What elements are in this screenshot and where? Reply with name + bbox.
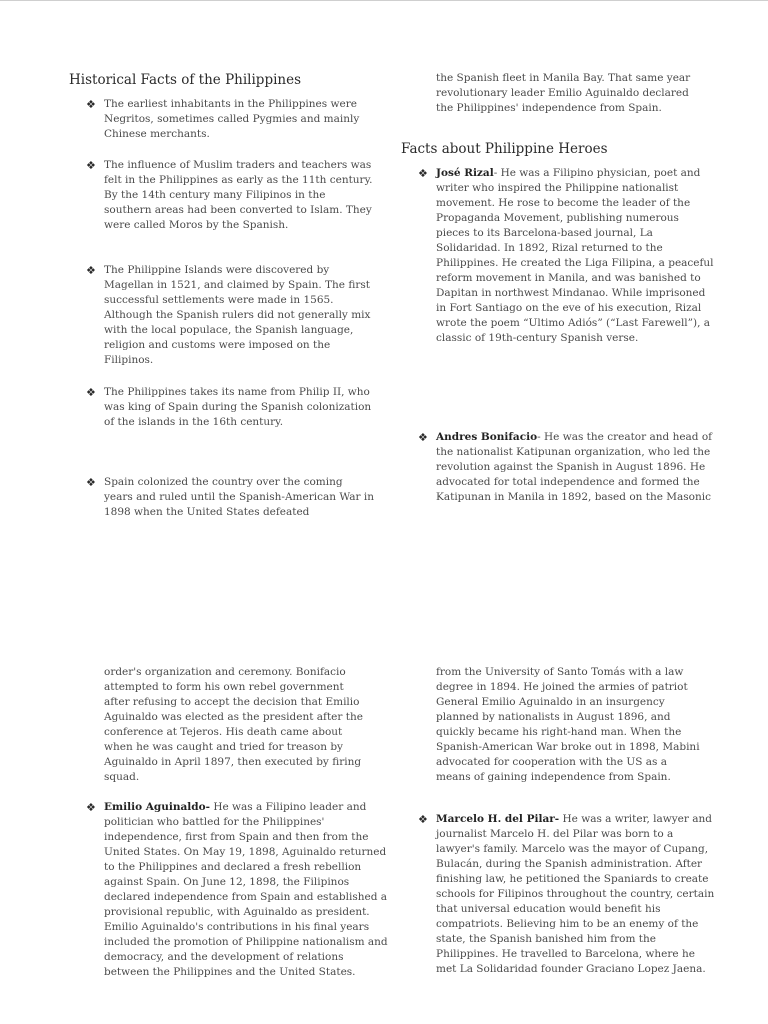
continued-paragraph: from the University of Santo Tomás with a law degree in 1894. He joined the armies of patriot General Emilio Aguinaldo in an insurgency planned by nationalists in August 1896, and quickly became his right-hand man. When the Spanish-American War broke out in 1898, Mabini advocated for cooperation with the US as a means of gaining independence from Spain. bbox=[436, 666, 700, 783]
outline-diamond-bullet-icon: ❖ bbox=[418, 167, 428, 180]
hero-paragraph bbox=[104, 800, 388, 980]
outline-diamond-bullet-icon: ❖ bbox=[86, 801, 96, 814]
filled-diamond-bullet-icon: ❖ bbox=[86, 98, 96, 111]
continued-paragraph: order's organization and ceremony. Bonifacio attempted to form his own rebel government after refusing to accept the decision that Emilio Aguinaldo was elected as the president after the conference at Tejeros. His death came about when he was caught and tried for treason by Aguinaldo in April 1897, then executed by firing squad. bbox=[104, 666, 363, 783]
hero-description: He was a Filipino leader and politician who battled for the Philippines' independence, first from Spain and then from the United States. On May 19, 1898, Aguinaldo returned to the Philippines and declared a fresh rebellion against Spain. On June 12, 1898, the Filipinos declared independence from Spain and established a provisional republic, with Aguinaldo as president. Emilio Aguinaldo's contributions in his final years included the promotion of Philippine nationalism and democracy, and the development of relations between the Philippines and the United States. bbox=[104, 801, 388, 978]
bullet-text: The Philippines takes its name from Philip II, who was king of Spain during the Spanish colonization of the islands in the 16th century. bbox=[104, 386, 372, 428]
bullet-text: The earliest inhabitants in the Philippines were Negritos, sometimes called Pygmies and mainly Chinese merchants. bbox=[104, 98, 360, 140]
outline-diamond-bullet-icon: ❖ bbox=[418, 431, 428, 444]
filled-diamond-bullet-icon: ❖ bbox=[86, 264, 96, 277]
list-item-marcelo-del-pilar bbox=[418, 812, 718, 977]
hero-paragraph bbox=[436, 812, 718, 977]
hero-paragraph bbox=[436, 430, 716, 505]
hero-description: He was a writer, lawyer and journalist Marcelo H. del Pilar was born to a lawyer's family. Marcelo was the mayor of Cupang, Bulacán, during the Spanish administration. After finishing law, he petitioned the Spaniards to create schools for Filipinos throughout the country, certain that universal education would benefit his compatriots. Believing him to be an enemy of the state, the Spanish banished him from the Philippines. He travelled to Barcelona, where he met La Solidaridad founder Graciano Lopez Jaena. bbox=[436, 813, 715, 975]
hero-paragraph bbox=[436, 166, 716, 346]
page-top-edge bbox=[0, 0, 768, 1]
list-item-jose-rizal bbox=[418, 166, 716, 346]
continued-paragraph: the Spanish fleet in Manila Bay. That same year revolutionary leader Emilio Aguinaldo declared the Philippines' independence from Spain. bbox=[436, 72, 691, 114]
filled-diamond-bullet-icon: ❖ bbox=[86, 386, 96, 399]
list-item bbox=[86, 475, 374, 520]
section-heading-philippine-heroes: Facts about Philippine Heroes bbox=[401, 141, 608, 157]
hero-name: José Rizal bbox=[436, 167, 494, 179]
list-item bbox=[86, 263, 374, 368]
list-item bbox=[86, 385, 374, 430]
hero-name: Andres Bonifacio bbox=[436, 431, 538, 443]
hero-name: Emilio Aguinaldo- bbox=[104, 801, 210, 813]
bullet-text: Spain colonized the country over the coming years and ruled until the Spanish-American War in 1898 when the United States defeated bbox=[104, 476, 374, 518]
list-item bbox=[86, 158, 374, 233]
filled-diamond-bullet-icon: ❖ bbox=[86, 476, 96, 489]
hero-name: Marcelo H. del Pilar- bbox=[436, 813, 560, 825]
section-heading-historical-facts: Historical Facts of the Philippines bbox=[69, 72, 302, 88]
list-item-emilio-aguinaldo bbox=[86, 800, 388, 980]
bullet-text: The Philippine Islands were discovered by Magellan in 1521, and claimed by Spain. The first successful settlements were made in 1565. Although the Spanish rulers did not generally mix with the local populace, the Spanish language, religion and customs were imposed on the Filipinos. bbox=[104, 264, 371, 366]
bullet-text: The influence of Muslim traders and teachers was felt in the Philippines as early as the 11th century. By the 14th century many Filipinos in the southern areas had been converted to Islam. They were called Moros by the Spanish. bbox=[104, 159, 373, 231]
hero-description: - He was a Filipino physician, poet and writer who inspired the Philippine nationalist movement. He rose to become the leader of the Propaganda Movement, publishing numerous pieces to its Barcelona-based journal, La Solidaridad. In 1892, Rizal returned to the Philippines. He created the Liga Filipina, a peaceful reform movement in Manila, and was banished to Dapitan in northwest Mindanao. While imprisoned in Fort Santiago on the eve of his execution, Rizal wrote the poem “Ultimo Adiós” (“Last Farewell”), a classic of 19th-century Spanish verse. bbox=[436, 167, 714, 344]
hero-description: - He was the creator and head of the nationalist Katipunan organization, who led the revolution against the Spanish in August 1896. He advocated for total independence and formed the Katipunan in Manila in 1892, based on the Masonic bbox=[436, 431, 713, 503]
list-item-andres-bonifacio bbox=[418, 430, 716, 505]
list-item bbox=[86, 97, 374, 142]
outline-diamond-bullet-icon: ❖ bbox=[418, 813, 428, 826]
filled-diamond-bullet-icon: ❖ bbox=[86, 159, 96, 172]
